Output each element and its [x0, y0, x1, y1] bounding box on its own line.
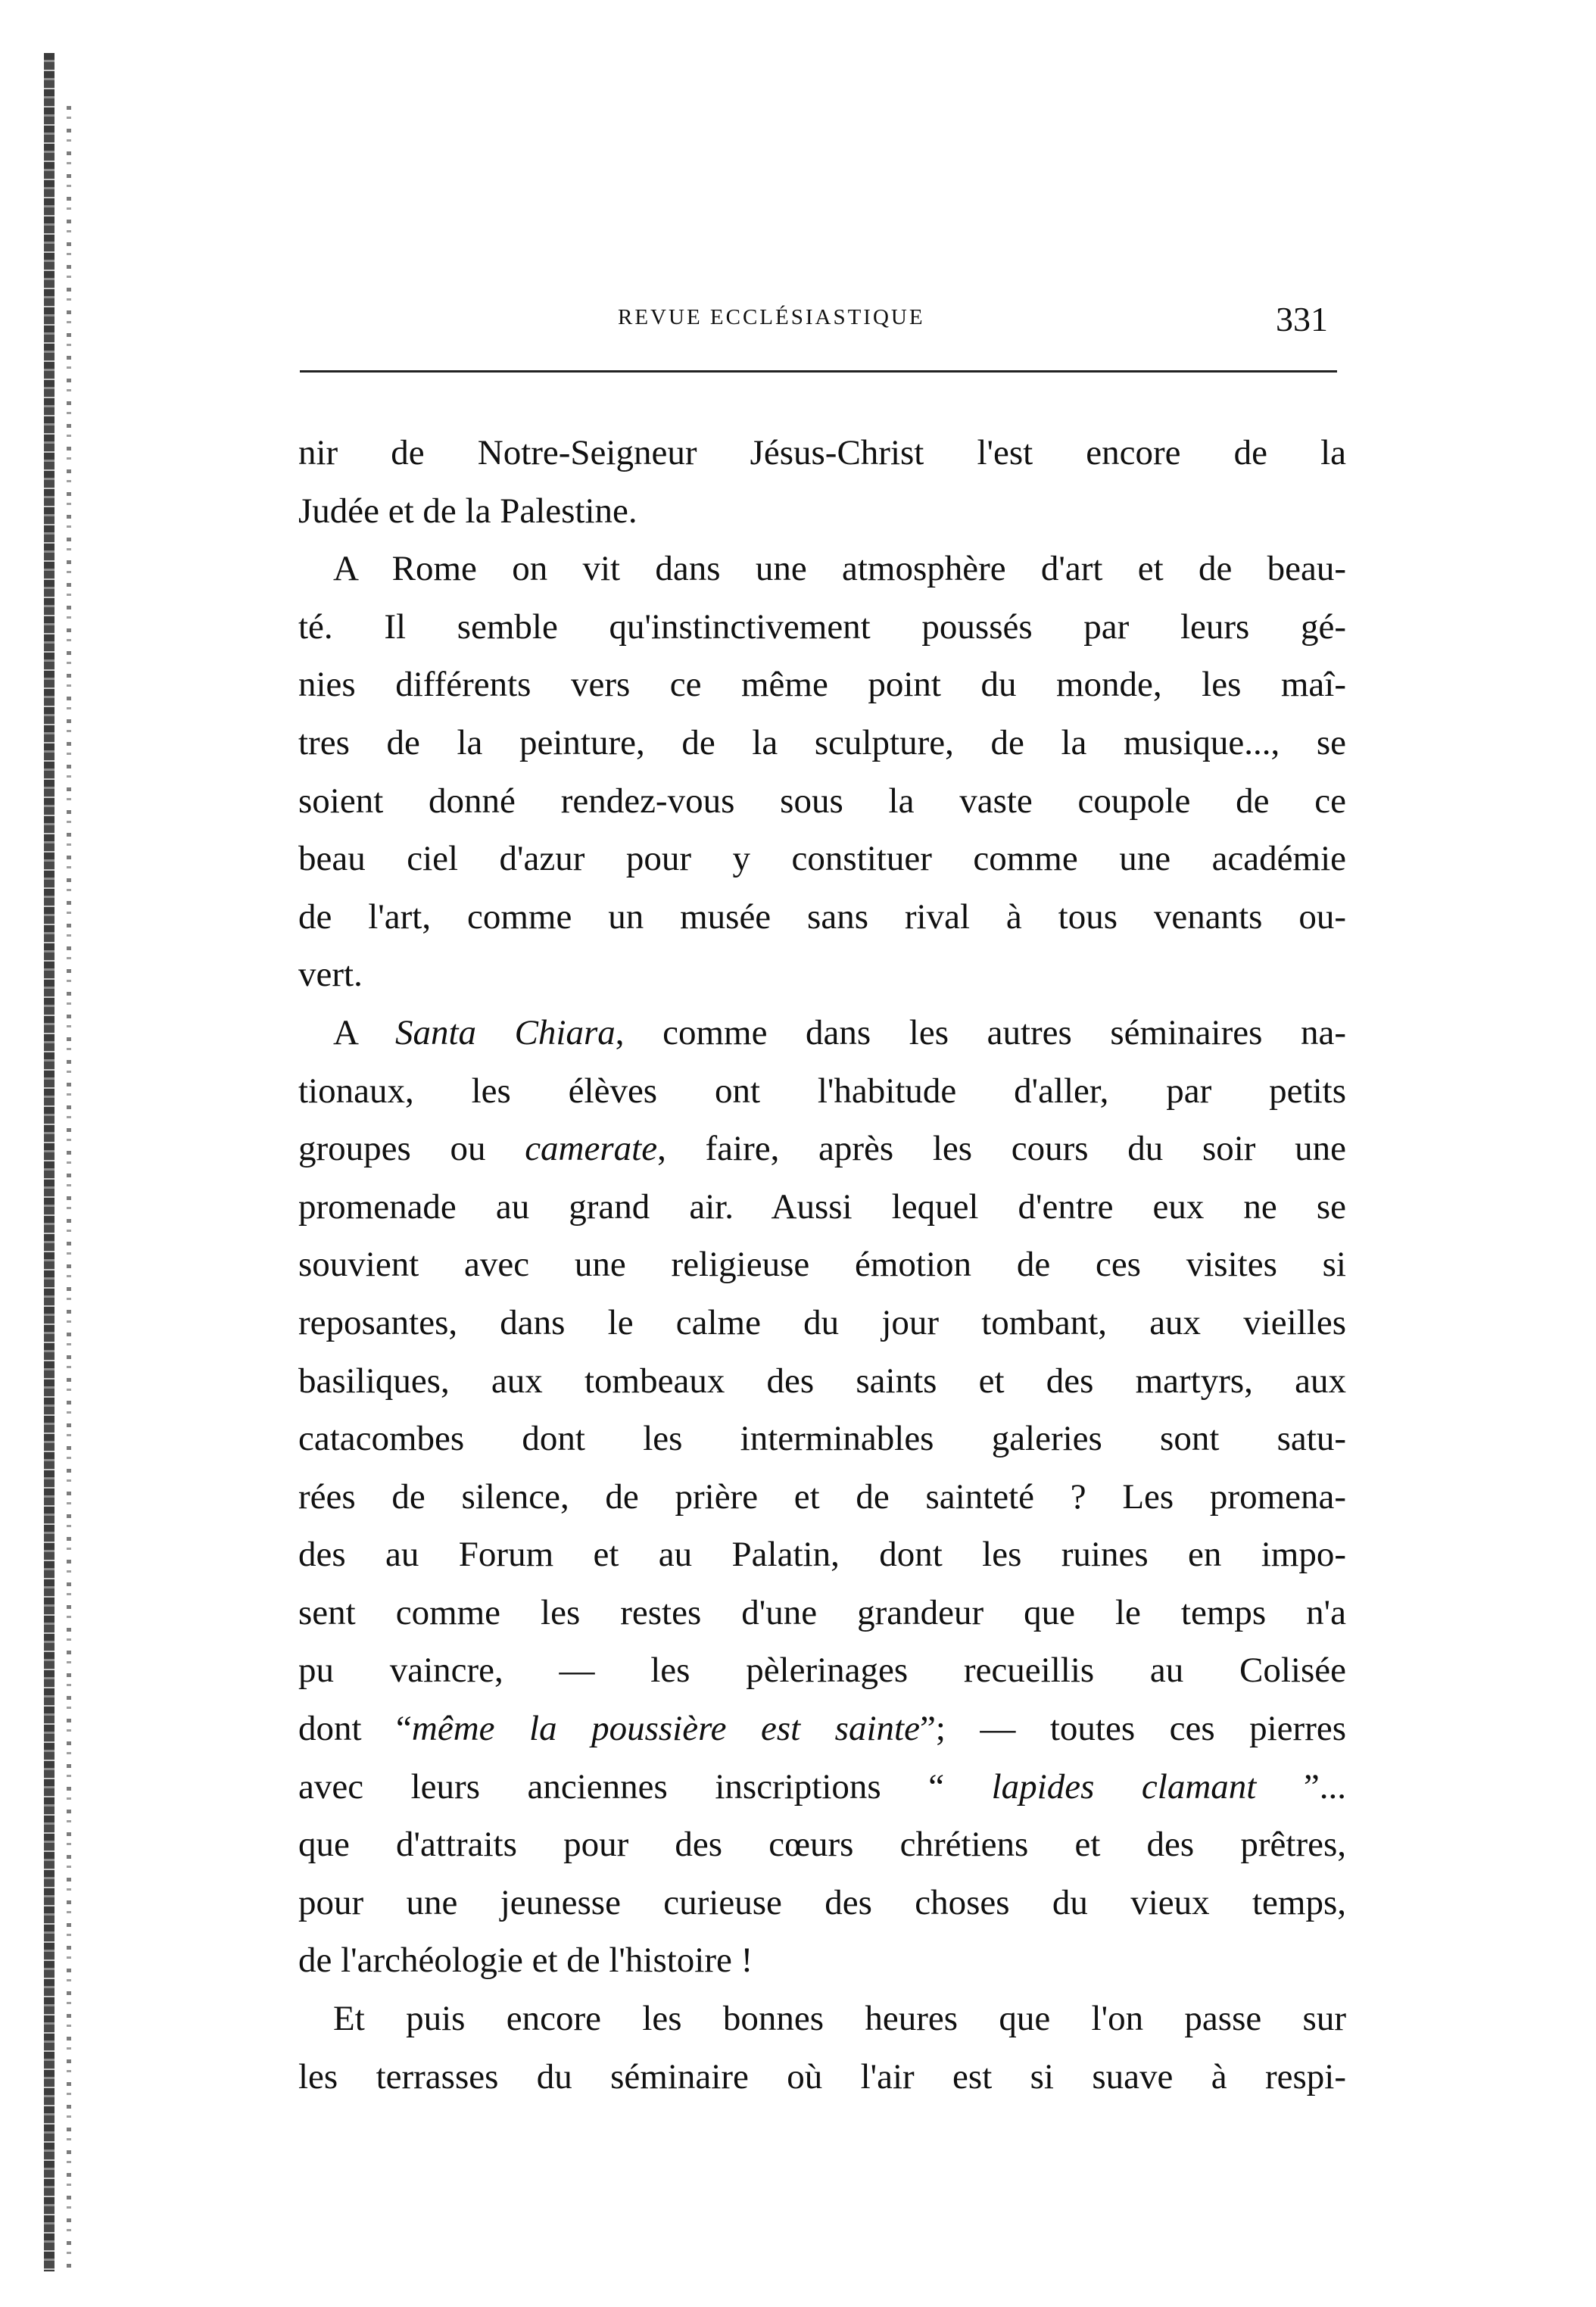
text-segment: tionaux, les élèves ont l'habitude d'aller, par petits [298, 1071, 1346, 1111]
text-segment: catacombes dont les interminables galeries sont satu- [298, 1419, 1346, 1459]
text-line [298, 1178, 1346, 1236]
text-segment: A Rome on vit dans une atmosphère d'art et de beau- [333, 549, 1346, 589]
text-line [298, 1120, 1346, 1178]
text-segment: A [333, 1012, 395, 1052]
text-segment: soient donné rendez-vous sous la vaste coupole de ce [298, 781, 1346, 821]
italic-phrase: même la poussière est sainte [411, 1709, 920, 1749]
text-line [298, 1990, 1346, 2048]
text-line [298, 888, 1346, 946]
text-line [298, 2048, 1346, 2106]
text-segment: groupes ou [298, 1129, 525, 1169]
body-text [298, 424, 1346, 2106]
text-segment: avec leurs anciennes inscriptions “ [298, 1766, 992, 1807]
text-line [298, 598, 1346, 656]
text-segment: dont “ [298, 1709, 412, 1749]
text-segment: ”... [1256, 1766, 1346, 1807]
text-line [298, 540, 1346, 598]
text-line [298, 772, 1346, 831]
binding-shadow [44, 53, 55, 2271]
text-segment: , faire, après les cours du soir une [657, 1129, 1346, 1169]
page-number: 331 [1276, 300, 1328, 338]
text-line [298, 424, 1346, 482]
text-segment: nies différents vers ce même point du monde, les maî- [298, 665, 1346, 705]
text-line [298, 1352, 1346, 1411]
text-segment: , comme dans les autres séminaires na- [615, 1012, 1346, 1052]
text-line [298, 1874, 1346, 1932]
text-line [298, 1584, 1346, 1642]
text-line [298, 1468, 1346, 1526]
text-line [298, 1236, 1346, 1294]
text-line [298, 1294, 1346, 1352]
italic-phrase: camerate [525, 1129, 658, 1169]
text-segment: ”; — toutes ces pierres [919, 1709, 1346, 1749]
text-segment: Et puis encore les bonnes heures que l'on passe sur [333, 1999, 1346, 2039]
binding-edge [67, 106, 71, 2271]
running-head [300, 299, 1337, 344]
italic-phrase: Santa Chiara [394, 1012, 616, 1052]
text-segment: rées de silence, de prière et de sainteté ? Les promena- [298, 1476, 1346, 1517]
text-line [298, 1931, 1346, 1990]
text-line [298, 1062, 1346, 1121]
text-segment: té. Il semble qu'instinctivement poussés par leurs gé- [298, 606, 1346, 647]
text-segment: promenade au grand air. Aussi lequel d'entre eux ne se [298, 1186, 1346, 1227]
text-segment: sent comme les restes d'une grandeur que le temps n'a [298, 1592, 1346, 1632]
text-line [298, 1758, 1346, 1816]
text-line [298, 714, 1346, 772]
text-segment: des au Forum et au Palatin, dont les ruines en impo- [298, 1535, 1346, 1575]
text-line [298, 1816, 1346, 1874]
text-segment: de l'archéologie et de l'histoire ! [298, 1941, 753, 1981]
text-line [298, 946, 1346, 1004]
text-line [298, 1004, 1346, 1062]
text-segment: pu vaincre, — les pèlerinages recueillis au Colisée [298, 1651, 1346, 1691]
text-line [298, 482, 1346, 541]
text-line [298, 1700, 1346, 1758]
text-segment: Judée et de la Palestine. [298, 491, 637, 531]
text-segment: de l'art, comme un musée sans rival à tous venants ou- [298, 896, 1346, 937]
text-line [298, 1526, 1346, 1584]
text-segment: que d'attraits pour des cœurs chrétiens et des prêtres, [298, 1825, 1346, 1865]
text-segment: nir de Notre-Seigneur Jésus-Christ l'est encore de la [298, 433, 1346, 472]
text-segment: souvient avec une religieuse émotion de ces visites si [298, 1245, 1346, 1285]
running-title: REVUE ECCLÉSIASTIQUE [618, 305, 925, 329]
text-line [298, 1641, 1346, 1700]
text-segment: vert. [298, 955, 363, 995]
text-segment: reposantes, dans le calme du jour tombant, aux vieilles [298, 1302, 1346, 1342]
text-segment: tres de la peinture, de la sculpture, de la musique..., se [298, 722, 1346, 762]
text-line [298, 830, 1346, 888]
text-segment: les terrasses du séminaire où l'air est si suave à respi- [298, 2056, 1346, 2097]
text-segment: basiliques, aux tombeaux des saints et des martyrs, aux [298, 1361, 1346, 1401]
text-line [298, 1410, 1346, 1468]
text-line [298, 656, 1346, 714]
text-segment: pour une jeunesse curieuse des choses du vieux temps, [298, 1882, 1346, 1922]
text-segment: beau ciel d'azur pour y constituer comme une académie [298, 839, 1346, 879]
header-rule [300, 370, 1337, 373]
italic-phrase: lapides clamant [991, 1766, 1257, 1807]
